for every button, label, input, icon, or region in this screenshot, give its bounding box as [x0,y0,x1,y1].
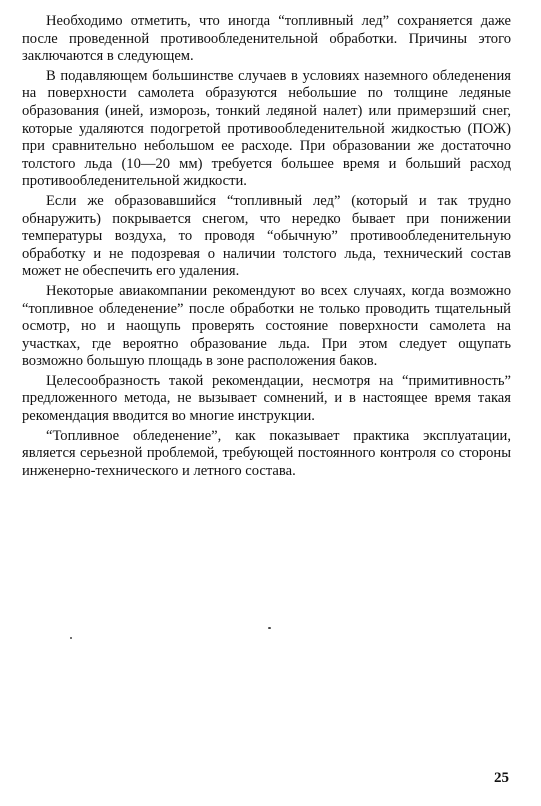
body-text [22,13,511,482]
paragraph-2: В подавляющем большинстве случаев в условиях наземного обледенения на поверхности самолета образуются небольшие по толщине ледяные образования (иней, изморозь, тонкий ледяной налет) или примерзший снег, которые удаляются подогретой противообледенительной жидкостью (ПОЖ) при сравнительно небольшом ее расходе. При образовании же достаточно толстого льда (10—20 мм) требуется большее время и больший расход противообледенительной жидкости. [22,67,511,190]
page-number: 25 [494,770,509,786]
paragraph-4: Некоторые авиакомпании рекомендуют во всех случаях, когда возможно “топливное обледенение” после обработки не только проводить тщательный осмотр, но и наощупь проверять состояние поверхности самолета на участках, где вероятно образование льда. При этом следует ощупать возможно большую площадь в зоне расположения баков. [22,282,511,370]
paragraph-3: Если же образовавшийся “топливный лед” (который и так трудно обнаружить) покрывается снегом, что нередко бывает при понижении температуры воздуха, то проводя “обычную” противообледенительную обработку и не подозревая о наличии толстого льда, технический состав может не обеспечить его удаления. [22,192,511,280]
scan-speck [70,637,72,639]
paragraph-5: Целесообразность такой рекомендации, несмотря на “примитивность” предложенного метода, не вызывает сомнений, и в настоящее время такая рекомендация вводится во многие инструкции. [22,372,511,425]
scan-speck [268,627,271,629]
paragraph-1: Необходимо отметить, что иногда “топливный лед” сохраняется даже после проведенной противообледенительной обработки. Причины этого заключаются в следующем. [22,13,511,65]
paragraph-6: “Топливное обледенение”, как показывает практика эксплуатации, является серьезной проблемой, требующей постоянного контроля со стороны инженерно-технического и летного состава. [22,427,511,479]
